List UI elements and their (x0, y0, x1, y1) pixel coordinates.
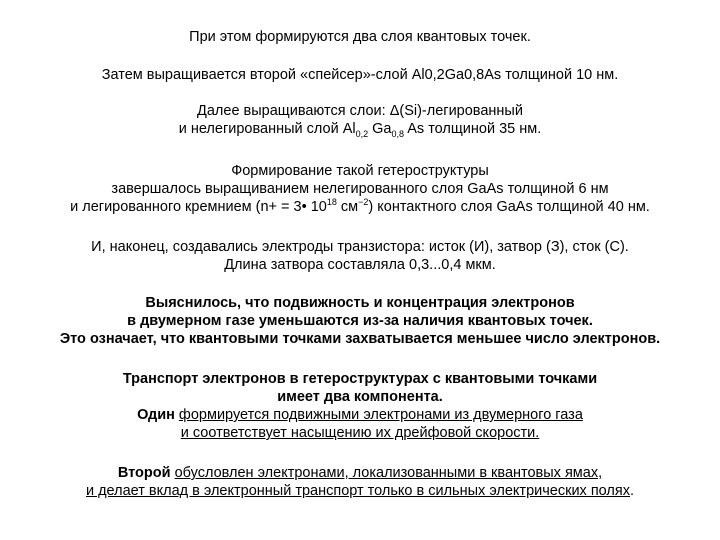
text-line-mixed: и делает вклад в электронный транспорт только в сильных электрических полях. (85, 483, 635, 499)
text-line: И, наконец, создавались электроды транзистора: исток (И), затвор (З), сток (С). (91, 239, 629, 255)
paragraph-heterostructure (0, 162, 720, 216)
text-line: и соответствует насыщению их дрейфовой скорости. (180, 425, 540, 441)
text-line: Далее выращиваются слои: Δ(Si)-легированный (197, 103, 523, 119)
text-line: Формирование такой гетероструктуры (231, 163, 489, 179)
text-line: При этом формируются два слоя квантовых точек. (189, 29, 531, 45)
text-line: завершалось выращиванием нелегированного слоя GaAs толщиной 6 нм (111, 181, 609, 197)
text-line-mixed: Один формируется подвижными электронами из двумерного газа (137, 407, 583, 423)
paragraph-second-component (0, 464, 720, 500)
paragraph-doped-layers (0, 102, 720, 138)
paragraph-transport-components (0, 370, 720, 442)
text-line-with-subscripts: и нелегированный слой $Al_{0,2}$ $Ga_{0,8}$ As толщиной 35 нм. (178, 121, 542, 139)
text-line: Длина затвора составляла 0,3...0,4 мкм. (224, 257, 496, 273)
text-line: Выяснилось, что подвижность и концентрация электронов (145, 295, 575, 311)
paragraph-quantum-dot-layers (0, 28, 720, 46)
text-line-with-superscripts: и легированного кремнием (n+ = 3• $10^{18}$ $см^{-2}$) контактного слоя GaAs толщиной 40 нм. (70, 197, 650, 215)
text-line: Затем выращивается второй «спейсер»-слой Al0,2Ga0,8As толщиной 10 нм. (101, 67, 619, 83)
text-line: в двумерном газе уменьшаются из-за наличия квантовых точек. (127, 313, 593, 329)
text-line: Это означает, что квантовыми точками захватывается меньшее число электронов. (59, 331, 661, 347)
paragraph-electrodes (0, 238, 720, 274)
paragraph-spacer-layer (0, 66, 720, 84)
paragraph-mobility-finding (0, 294, 720, 348)
text-line-mixed: Второй обусловлен электронами, локализованными в квантовых ямах, (117, 465, 603, 481)
text-line: Транспорт электронов в гетероструктурах с квантовыми точками (122, 371, 598, 387)
text-line: имеет два компонента. (277, 389, 443, 405)
